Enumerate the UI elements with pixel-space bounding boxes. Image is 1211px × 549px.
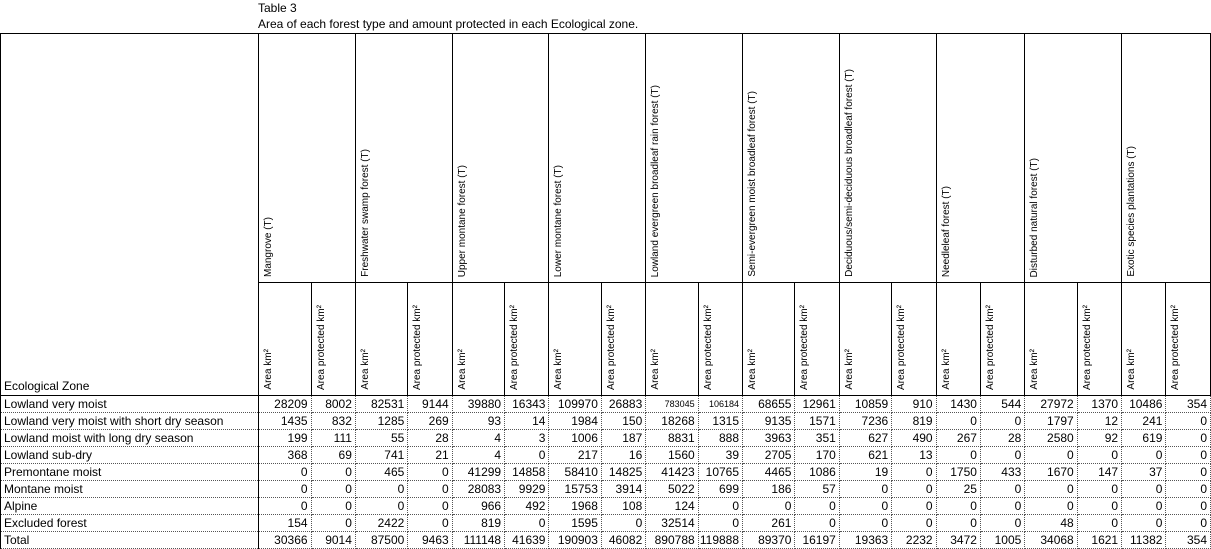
forest-type-header (549, 34, 646, 283)
protected-area-cell: 0 (980, 447, 1024, 464)
area-cell: 5022 (646, 481, 698, 498)
area-cell: 93 (452, 413, 504, 430)
area-cell: 87500 (355, 532, 407, 549)
table-row (1, 447, 1211, 464)
protected-area-cell: 819 (892, 413, 936, 430)
protected-area-cell: 69 (311, 447, 355, 464)
subheader-label: Area km² (456, 349, 468, 390)
area-cell: 261 (743, 515, 795, 532)
protected-area-cell: 492 (505, 498, 549, 515)
area-cell: 0 (839, 498, 891, 515)
area-header (259, 283, 311, 396)
area-cell: 627 (839, 430, 891, 447)
area-header (452, 283, 504, 396)
protected-area-cell: 147 (1077, 464, 1121, 481)
area-cell: 1430 (936, 396, 980, 413)
area-cell: 30366 (259, 532, 311, 549)
area-cell: 1560 (646, 447, 698, 464)
protected-area-cell: 0 (795, 515, 839, 532)
area-cell: 1797 (1025, 413, 1077, 430)
subheader-label: Area km² (843, 349, 855, 390)
area-cell: 28083 (452, 481, 504, 498)
protected-area-cell: 0 (505, 515, 549, 532)
protected-area-cell: 3 (505, 430, 549, 447)
protected-area-header (505, 283, 549, 396)
area-cell: 0 (259, 481, 311, 498)
area-cell: 124 (646, 498, 698, 515)
area-cell: 34068 (1025, 532, 1077, 549)
protected-area-cell: 0 (980, 413, 1024, 430)
table-row (1, 396, 1211, 413)
subheader-label: Area protected km² (896, 304, 908, 390)
protected-area-cell: 9144 (408, 396, 452, 413)
protected-area-header (1166, 283, 1211, 396)
subheader-label: Area km² (940, 349, 952, 390)
forest-type-header (743, 34, 840, 283)
area-cell: 37 (1122, 464, 1166, 481)
area-cell: 19363 (839, 532, 891, 549)
protected-area-cell: 0 (311, 481, 355, 498)
ecological-zone-cell: Lowland moist with long dry season (1, 430, 259, 447)
protected-area-cell: 490 (892, 430, 936, 447)
ecological-zone-cell: Montane moist (1, 481, 259, 498)
area-cell: 0 (936, 413, 980, 430)
forest-type-label: Needleleaf forest (T) (940, 185, 952, 277)
protected-area-cell: 12961 (795, 396, 839, 413)
subheader-label: Area km² (263, 349, 275, 390)
protected-area-cell: 0 (1166, 430, 1211, 447)
area-cell: 819 (452, 515, 504, 532)
area-cell: 0 (839, 481, 891, 498)
area-header (936, 283, 980, 396)
table-row (1, 464, 1211, 481)
area-cell: 4465 (743, 464, 795, 481)
protected-area-cell: 0 (1166, 464, 1211, 481)
protected-area-cell: 14825 (601, 464, 645, 481)
protected-area-header (408, 283, 452, 396)
subheader-label: Area km² (1126, 349, 1138, 390)
area-cell: 0 (1122, 498, 1166, 515)
area-cell: 109970 (549, 396, 601, 413)
protected-area-cell: 0 (505, 447, 549, 464)
area-cell: 25 (936, 481, 980, 498)
protected-area-cell: 0 (1166, 515, 1211, 532)
forest-type-label: Freshwater swamp forest (T) (359, 149, 371, 277)
area-cell: 0 (1025, 498, 1077, 515)
protected-area-header (795, 283, 839, 396)
protected-area-cell: 0 (408, 464, 452, 481)
forest-type-label: Deciduous/semi-deciduous broadleaf forest (T) (843, 69, 855, 277)
area-cell: 1968 (549, 498, 601, 515)
area-cell: 368 (259, 447, 311, 464)
protected-area-cell: 0 (892, 464, 936, 481)
forest-type-label: Disturbed natural forest (T) (1029, 157, 1041, 277)
area-cell: 0 (1122, 447, 1166, 464)
protected-area-cell: 150 (601, 413, 645, 430)
protected-area-cell: 888 (698, 430, 742, 447)
area-cell: 190903 (549, 532, 601, 549)
protected-area-cell: 0 (311, 515, 355, 532)
protected-area-cell: 187 (601, 430, 645, 447)
protected-area-cell: 832 (311, 413, 355, 430)
ecological-zone-cell: Alpine (1, 498, 259, 515)
protected-area-cell: 0 (795, 498, 839, 515)
forest-type-header-row (1, 34, 1211, 283)
forest-type-header (355, 34, 452, 283)
protected-area-cell: 0 (311, 464, 355, 481)
area-cell: 27972 (1025, 396, 1077, 413)
forest-type-label: Exotic species plantations (T) (1126, 146, 1138, 277)
protected-area-cell: 0 (601, 515, 645, 532)
protected-area-cell: 9929 (505, 481, 549, 498)
protected-area-cell: 8002 (311, 396, 355, 413)
subheader-label: Area km² (1029, 349, 1041, 390)
protected-area-cell: 170 (795, 447, 839, 464)
protected-area-cell: 1571 (795, 413, 839, 430)
table-row (1, 498, 1211, 515)
area-cell: 2580 (1025, 430, 1077, 447)
protected-area-cell: 433 (980, 464, 1024, 481)
protected-area-header (698, 283, 742, 396)
area-cell: 619 (1122, 430, 1166, 447)
area-cell: 2422 (355, 515, 407, 532)
protected-area-cell: 0 (980, 515, 1024, 532)
protected-area-cell: 0 (408, 515, 452, 532)
protected-area-header (980, 283, 1024, 396)
subheader-label: Area protected km² (412, 304, 424, 390)
protected-area-cell: 9463 (408, 532, 452, 549)
area-cell: 267 (936, 430, 980, 447)
protected-area-cell: 3914 (601, 481, 645, 498)
protected-area-cell: 14858 (505, 464, 549, 481)
table-title: Area of each forest type and amount protected in each Ecological zone. (258, 17, 639, 31)
protected-area-cell: 13 (892, 447, 936, 464)
area-cell: 1750 (936, 464, 980, 481)
protected-area-cell: 9014 (311, 532, 355, 549)
area-cell: 111148 (452, 532, 504, 549)
area-cell: 0 (1122, 481, 1166, 498)
protected-area-cell: 1005 (980, 532, 1024, 549)
ecological-zone-cell: Total (1, 532, 259, 549)
protected-area-cell: 0 (408, 481, 452, 498)
forest-type-header (1122, 34, 1211, 283)
area-cell: 966 (452, 498, 504, 515)
area-cell: 621 (839, 447, 891, 464)
ecological-zone-cell: Excluded forest (1, 515, 259, 532)
area-cell: 89370 (743, 532, 795, 549)
protected-area-cell: 41639 (505, 532, 549, 549)
protected-area-cell: 0 (980, 498, 1024, 515)
ecological-zone-cell: Lowland very moist with short dry season (1, 413, 259, 430)
protected-area-cell: 119888 (698, 532, 742, 549)
area-cell: 741 (355, 447, 407, 464)
area-cell: 48 (1025, 515, 1077, 532)
protected-area-cell: 1315 (698, 413, 742, 430)
table-row (1, 413, 1211, 430)
protected-area-cell: 21 (408, 447, 452, 464)
area-cell: 11382 (1122, 532, 1166, 549)
area-cell: 154 (259, 515, 311, 532)
protected-area-cell: 0 (892, 481, 936, 498)
forest-type-header (452, 34, 549, 283)
protected-area-cell: 0 (892, 515, 936, 532)
area-cell: 1670 (1025, 464, 1077, 481)
protected-area-cell: 28 (980, 430, 1024, 447)
area-cell: 41423 (646, 464, 698, 481)
protected-area-cell: 16197 (795, 532, 839, 549)
total-row (1, 532, 1211, 549)
protected-area-cell: 269 (408, 413, 452, 430)
protected-area-header (601, 283, 645, 396)
area-cell: 32514 (646, 515, 698, 532)
subheader-label: Area km² (359, 349, 371, 390)
area-cell: 0 (1025, 447, 1077, 464)
area-cell: 0 (1025, 481, 1077, 498)
protected-area-cell: 0 (1077, 481, 1121, 498)
area-header (839, 283, 891, 396)
area-cell: 58410 (549, 464, 601, 481)
protected-area-cell: 10765 (698, 464, 742, 481)
area-cell: 8831 (646, 430, 698, 447)
area-cell: 0 (936, 515, 980, 532)
area-cell: 4 (452, 447, 504, 464)
area-header (355, 283, 407, 396)
protected-area-cell: 354 (1166, 396, 1211, 413)
subheader-label: Area protected km² (315, 304, 327, 390)
protected-area-header (1077, 283, 1121, 396)
area-cell: 3963 (743, 430, 795, 447)
protected-area-header (892, 283, 936, 396)
subheader-label: Area km² (650, 349, 662, 390)
area-cell: 39880 (452, 396, 504, 413)
area-cell: 3472 (936, 532, 980, 549)
protected-area-cell: 0 (698, 498, 742, 515)
protected-area-cell: 57 (795, 481, 839, 498)
area-cell: 241 (1122, 413, 1166, 430)
area-cell: 0 (355, 498, 407, 515)
table-row (1, 481, 1211, 498)
area-cell: 82531 (355, 396, 407, 413)
protected-area-cell: 544 (980, 396, 1024, 413)
subheader-label: Area protected km² (799, 304, 811, 390)
protected-area-cell: 14 (505, 413, 549, 430)
table-row (1, 515, 1211, 532)
protected-area-cell: 699 (698, 481, 742, 498)
protected-area-header (311, 283, 355, 396)
protected-area-cell: 354 (1166, 532, 1211, 549)
subheader-label: Area protected km² (509, 304, 521, 390)
area-cell: 0 (259, 498, 311, 515)
protected-area-cell: 0 (1166, 413, 1211, 430)
subheader-label: Area protected km² (702, 304, 714, 390)
protected-area-cell: 0 (698, 515, 742, 532)
protected-area-cell: 351 (795, 430, 839, 447)
protected-area-cell: 1370 (1077, 396, 1121, 413)
area-cell: 15753 (549, 481, 601, 498)
table-number: Table 3 (258, 1, 297, 15)
area-cell: 0 (355, 481, 407, 498)
forest-type-label: Lower montane forest (T) (553, 164, 565, 277)
protected-area-cell: 910 (892, 396, 936, 413)
area-cell: 10486 (1122, 396, 1166, 413)
protected-area-cell: 0 (408, 498, 452, 515)
forest-type-label: Mangrove (T) (263, 216, 275, 277)
subheader-label: Area km² (747, 349, 759, 390)
protected-area-cell: 26883 (601, 396, 645, 413)
forest-table (0, 33, 1211, 549)
area-cell: 0 (743, 498, 795, 515)
protected-area-cell: 0 (1077, 498, 1121, 515)
protected-area-cell: 92 (1077, 430, 1121, 447)
area-header (646, 283, 698, 396)
area-cell: 1285 (355, 413, 407, 430)
protected-area-cell: 1621 (1077, 532, 1121, 549)
area-cell: 68655 (743, 396, 795, 413)
area-cell: 0 (1122, 515, 1166, 532)
area-header (743, 283, 795, 396)
subheader-label: Area protected km² (1081, 304, 1093, 390)
area-cell: 9135 (743, 413, 795, 430)
area-cell: 4 (452, 430, 504, 447)
forest-type-header (839, 34, 936, 283)
protected-area-cell: 1086 (795, 464, 839, 481)
area-cell: 199 (259, 430, 311, 447)
area-cell: 1984 (549, 413, 601, 430)
area-header (549, 283, 601, 396)
forest-type-label: Upper montane forest (T) (456, 164, 468, 277)
area-cell: 783045 (646, 396, 698, 413)
protected-area-cell: 0 (311, 498, 355, 515)
subheader-label: Area protected km² (1170, 304, 1182, 390)
protected-area-cell: 28 (408, 430, 452, 447)
area-cell: 19 (839, 464, 891, 481)
area-cell: 28209 (259, 396, 311, 413)
subheader-label: Area protected km² (984, 304, 996, 390)
forest-type-header (259, 34, 356, 283)
subheader-label: Area protected km² (605, 304, 617, 390)
ecological-zone-cell: Lowland very moist (1, 396, 259, 413)
protected-area-cell: 16343 (505, 396, 549, 413)
protected-area-cell: 111 (311, 430, 355, 447)
protected-area-cell: 0 (1166, 498, 1211, 515)
area-cell: 1435 (259, 413, 311, 430)
area-cell: 41299 (452, 464, 504, 481)
area-cell: 0 (936, 447, 980, 464)
forest-type-header (646, 34, 743, 283)
area-cell: 0 (936, 498, 980, 515)
area-cell: 0 (839, 515, 891, 532)
area-cell: 2705 (743, 447, 795, 464)
area-cell: 18268 (646, 413, 698, 430)
table-row (1, 430, 1211, 447)
area-cell: 7236 (839, 413, 891, 430)
area-cell: 10859 (839, 396, 891, 413)
area-cell: 0 (259, 464, 311, 481)
area-cell: 1595 (549, 515, 601, 532)
subheader-label: Area km² (553, 349, 565, 390)
protected-area-cell: 46082 (601, 532, 645, 549)
ecological-zone-cell: Premontane moist (1, 464, 259, 481)
protected-area-cell: 108 (601, 498, 645, 515)
area-cell: 1006 (549, 430, 601, 447)
protected-area-cell: 0 (1077, 447, 1121, 464)
area-cell: 217 (549, 447, 601, 464)
area-cell: 465 (355, 464, 407, 481)
protected-area-cell: 16 (601, 447, 645, 464)
area-header (1122, 283, 1166, 396)
protected-area-cell: 0 (980, 481, 1024, 498)
area-cell: 55 (355, 430, 407, 447)
protected-area-cell: 39 (698, 447, 742, 464)
forest-type-header (1025, 34, 1122, 283)
forest-type-header (936, 34, 1025, 283)
forest-type-label: Semi-evergreen moist broadleaf forest (T) (747, 91, 759, 277)
protected-area-cell: 106184 (698, 396, 742, 413)
area-cell: 890788 (646, 532, 698, 549)
forest-type-label: Lowland evergreen broadleaf rain forest (T) (650, 84, 662, 277)
protected-area-cell: 0 (1077, 515, 1121, 532)
area-cell: 186 (743, 481, 795, 498)
area-header (1025, 283, 1077, 396)
ecological-zone-cell: Lowland sub-dry (1, 447, 259, 464)
protected-area-cell: 0 (1166, 447, 1211, 464)
protected-area-cell: 0 (892, 498, 936, 515)
protected-area-cell: 2232 (892, 532, 936, 549)
ecological-zone-header: Ecological Zone (1, 34, 259, 396)
protected-area-cell: 12 (1077, 413, 1121, 430)
protected-area-cell: 0 (1166, 481, 1211, 498)
